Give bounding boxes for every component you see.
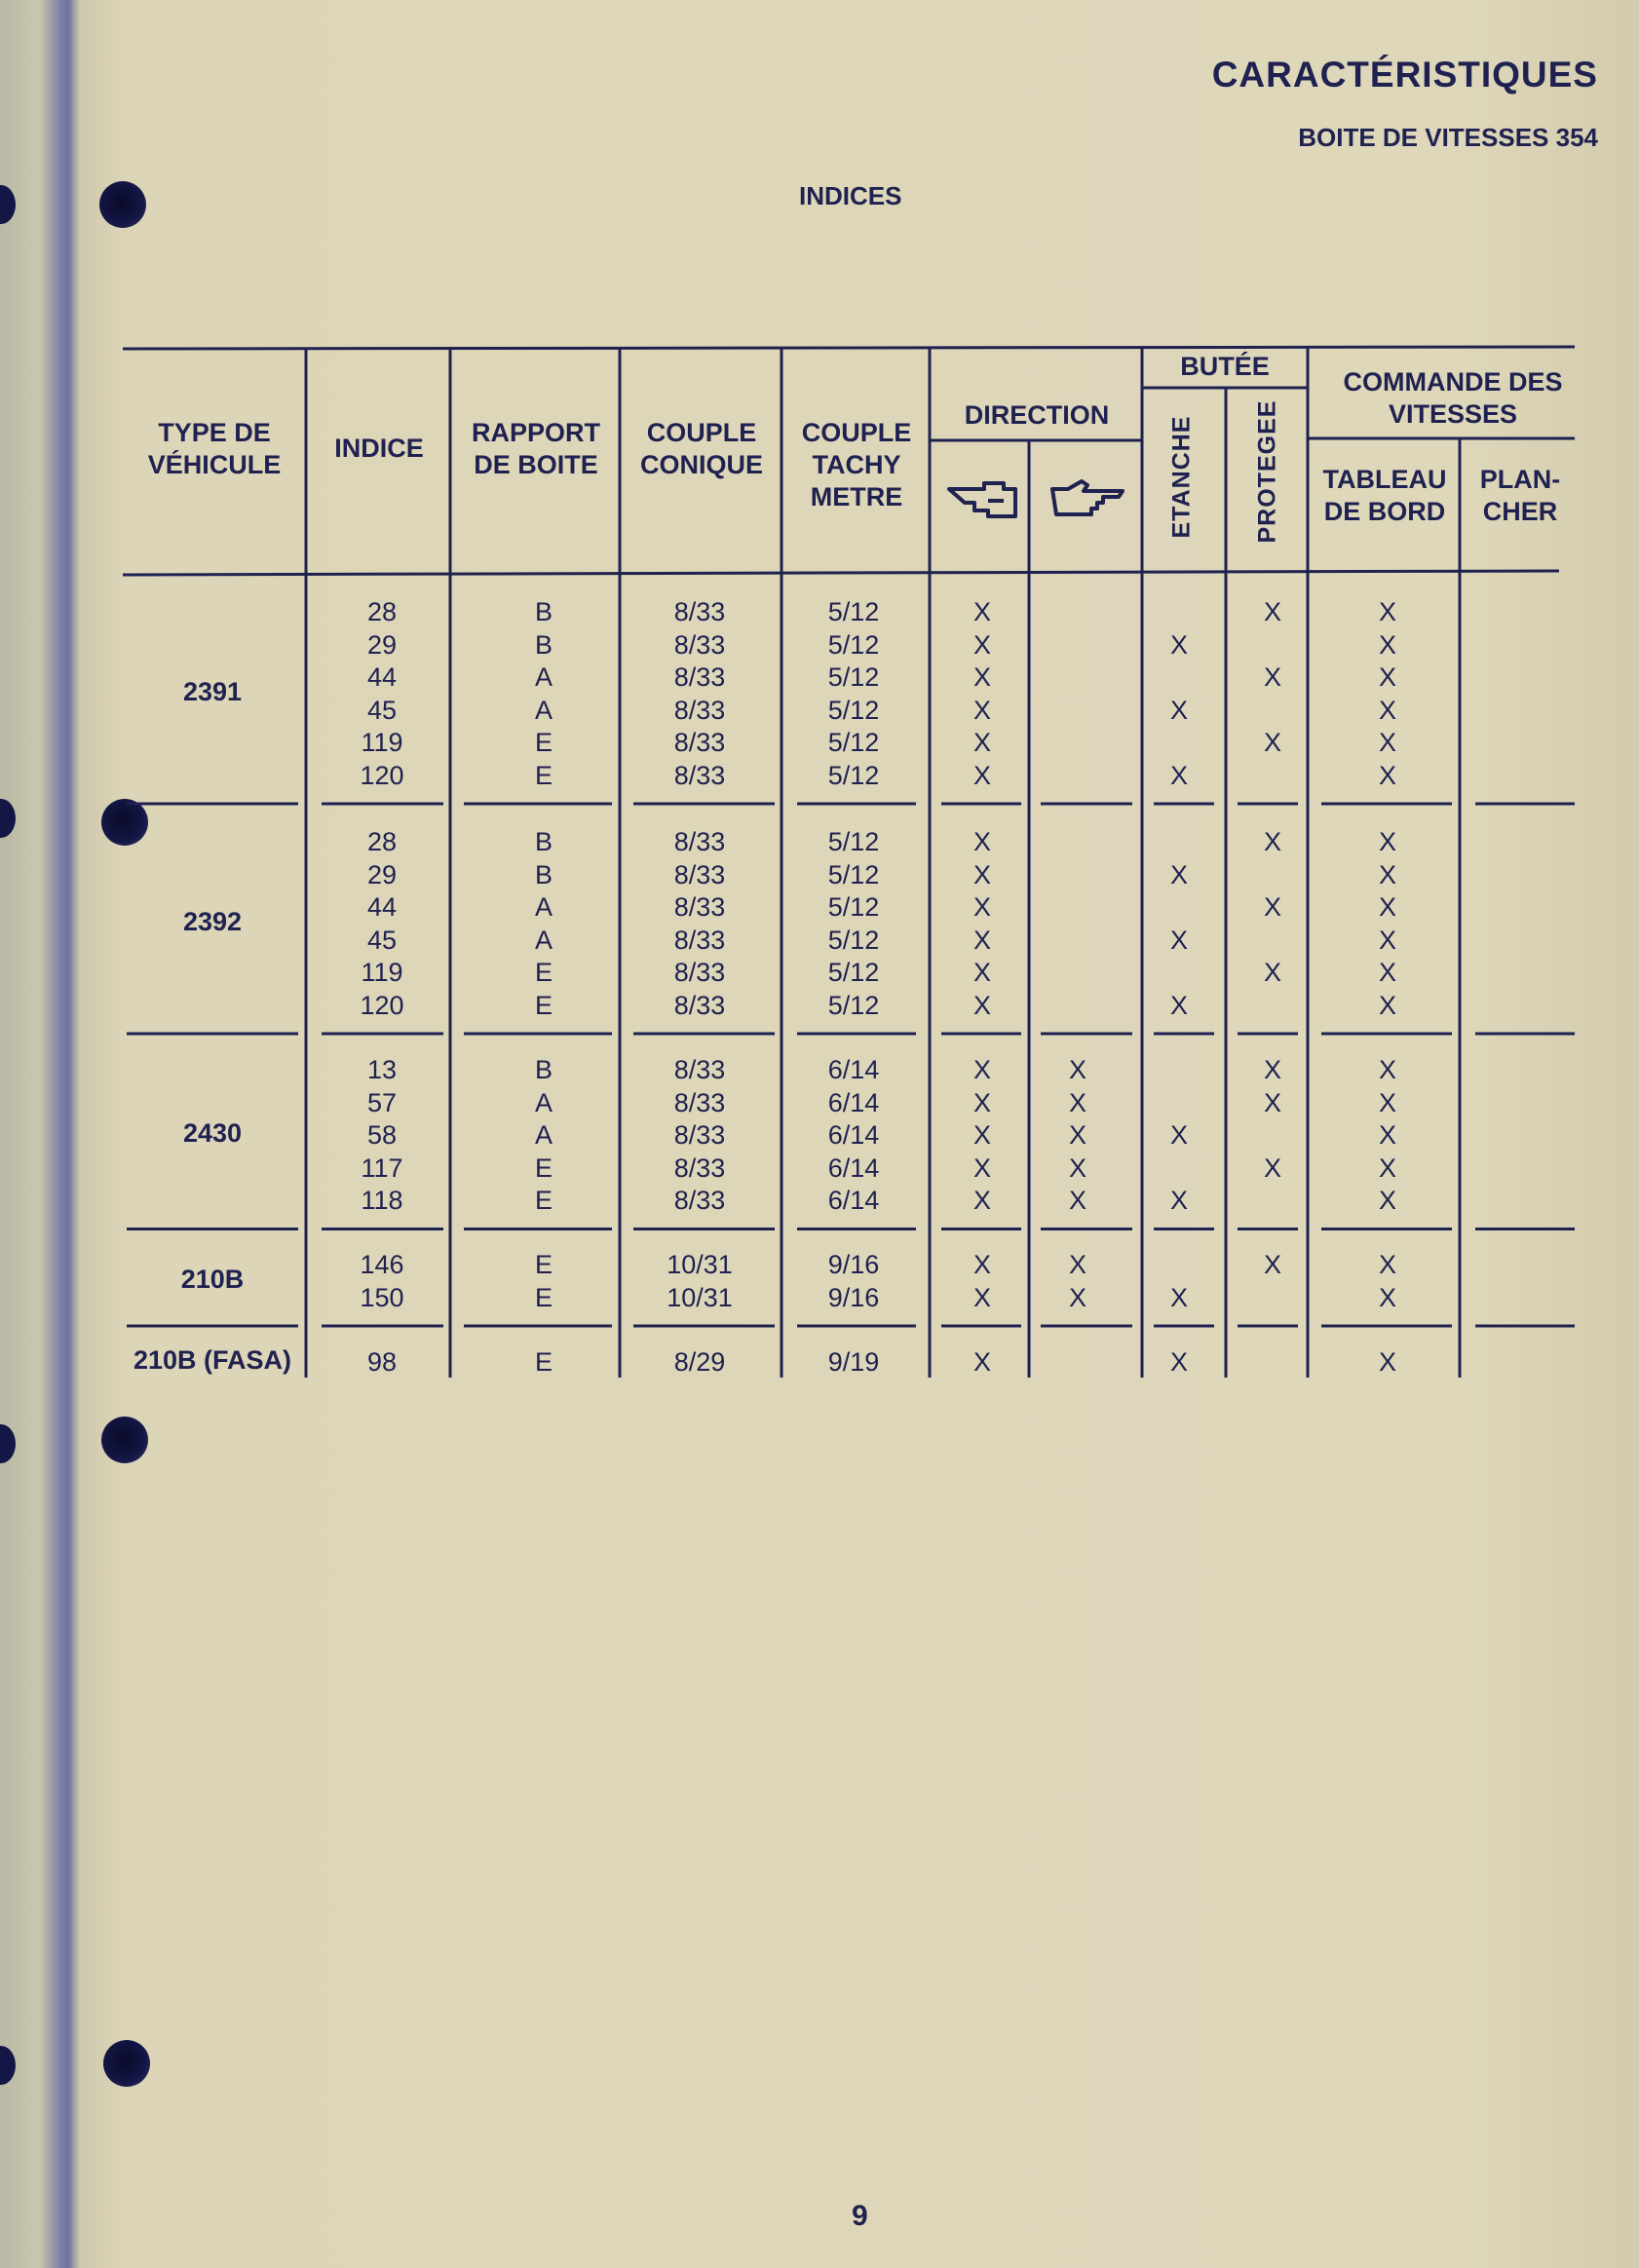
cell-dir-right: X bbox=[1068, 1120, 1086, 1150]
cell-rapport: E bbox=[534, 728, 553, 757]
cell-conique: 8/33 bbox=[673, 662, 726, 692]
cell-dir-left: X bbox=[972, 1250, 991, 1279]
cell-dir-right: X bbox=[1068, 1153, 1086, 1183]
cell-tachy: 5/12 bbox=[827, 925, 880, 955]
cell-tachy: 6/14 bbox=[827, 1186, 880, 1215]
cell-rapport: E bbox=[534, 1153, 553, 1183]
cell-tachy: 6/14 bbox=[827, 1153, 880, 1183]
cell-rapport: E bbox=[534, 760, 553, 790]
cell-indice: 45 bbox=[366, 925, 398, 955]
cell-dir-left: X bbox=[972, 1153, 991, 1183]
cell-dir-left: X bbox=[972, 1120, 991, 1150]
cell-rapport: A bbox=[534, 662, 553, 692]
cell-dir-left: X bbox=[972, 859, 991, 889]
cell-rapport: B bbox=[534, 1055, 553, 1084]
cell-conique: 8/33 bbox=[673, 827, 726, 856]
cell-tableau: X bbox=[1378, 1347, 1396, 1377]
cell-dir-left: X bbox=[972, 990, 991, 1020]
cell-tachy: 5/12 bbox=[827, 827, 880, 856]
cell-dir-left: X bbox=[972, 597, 991, 626]
cell-protegee: X bbox=[1263, 1087, 1281, 1117]
cell-conique: 10/31 bbox=[667, 1250, 733, 1279]
cell-tableau: X bbox=[1378, 958, 1396, 987]
cell-etanche: X bbox=[1169, 695, 1188, 725]
header-butee: BUTÉE bbox=[1180, 352, 1270, 381]
page-title: CARACTÉRISTIQUES bbox=[1211, 55, 1598, 94]
cell-indice: 44 bbox=[366, 892, 398, 922]
cell-rapport: E bbox=[534, 990, 553, 1020]
cell-tachy: 5/12 bbox=[827, 892, 880, 922]
cell-dir-left: X bbox=[972, 1055, 991, 1084]
cell-etanche: X bbox=[1169, 859, 1188, 889]
cell-protegee: X bbox=[1263, 1153, 1281, 1183]
cell-dir-right: X bbox=[1068, 1186, 1086, 1215]
cell-conique: 8/33 bbox=[673, 1153, 726, 1183]
cell-dir-left: X bbox=[972, 1087, 991, 1117]
cell-conique: 8/33 bbox=[673, 925, 726, 955]
cell-tachy: 5/12 bbox=[827, 597, 880, 626]
header-commande-vitesses: COMMANDE DES VITESSES bbox=[1343, 367, 1563, 429]
cell-rapport: B bbox=[534, 629, 553, 660]
cell-indice: 98 bbox=[366, 1347, 398, 1377]
cell-conique: 8/33 bbox=[673, 629, 726, 660]
cell-tachy: 5/12 bbox=[827, 958, 880, 987]
cell-indice: 28 bbox=[366, 597, 398, 626]
cell-conique: 8/33 bbox=[673, 695, 726, 725]
cell-indice: 118 bbox=[361, 1186, 403, 1215]
cell-rapport: A bbox=[534, 1087, 553, 1117]
cell-tableau: X bbox=[1378, 925, 1396, 955]
cell-rapport: E bbox=[534, 958, 553, 987]
cell-indice: 119 bbox=[361, 728, 403, 757]
cell-indice: 150 bbox=[360, 1282, 404, 1312]
cell-dir-right: X bbox=[1068, 1250, 1086, 1279]
cell-rapport: E bbox=[534, 1250, 553, 1279]
cell-protegee: X bbox=[1263, 827, 1281, 856]
cell-dir-right: X bbox=[1068, 1055, 1086, 1084]
cell-tableau: X bbox=[1378, 1055, 1396, 1084]
cell-indice: 44 bbox=[366, 662, 398, 692]
cell-rapport: E bbox=[534, 1282, 553, 1312]
cell-dir-left: X bbox=[972, 695, 991, 725]
hand-pointing-left-icon bbox=[945, 475, 1019, 522]
cell-dir-left: X bbox=[972, 827, 991, 856]
cell-tableau: X bbox=[1378, 597, 1396, 626]
page-subtitle: BOITE DE VITESSES 354 bbox=[1298, 123, 1598, 152]
header-plancher: PLAN- CHER bbox=[1479, 465, 1561, 526]
vehicle-type: 210B (FASA) bbox=[133, 1344, 292, 1375]
cell-tachy: 5/12 bbox=[827, 728, 880, 757]
cell-indice: 28 bbox=[366, 827, 398, 856]
cell-tableau: X bbox=[1378, 662, 1396, 692]
cell-etanche: X bbox=[1169, 1186, 1188, 1215]
cell-indice: 45 bbox=[366, 695, 398, 725]
cell-indice: 57 bbox=[366, 1087, 398, 1117]
cell-rapport: B bbox=[534, 859, 553, 889]
cell-etanche: X bbox=[1169, 1120, 1188, 1150]
header-etanche: ETANCHE bbox=[1167, 415, 1196, 539]
cell-indice: 120 bbox=[360, 990, 404, 1020]
cell-indice: 146 bbox=[360, 1250, 404, 1279]
cell-etanche: X bbox=[1169, 760, 1188, 790]
cell-dir-left: X bbox=[972, 1347, 991, 1377]
cell-tableau: X bbox=[1378, 827, 1396, 856]
cell-dir-left: X bbox=[972, 1282, 991, 1312]
cell-rapport: A bbox=[534, 925, 553, 955]
cell-etanche: X bbox=[1169, 1347, 1188, 1377]
cell-rapport: A bbox=[534, 892, 553, 922]
cell-indice: 119 bbox=[361, 958, 403, 987]
vehicle-type: 2430 bbox=[182, 1117, 243, 1148]
cell-conique: 8/33 bbox=[673, 1120, 726, 1150]
cell-indice: 29 bbox=[366, 859, 398, 889]
cell-rapport: A bbox=[534, 1120, 553, 1150]
cell-dir-left: X bbox=[972, 1186, 991, 1215]
cell-rapport: B bbox=[534, 827, 553, 856]
cell-conique: 8/33 bbox=[673, 859, 726, 889]
cell-indice: 29 bbox=[366, 629, 398, 660]
cell-protegee: X bbox=[1263, 662, 1281, 692]
cell-tableau: X bbox=[1378, 990, 1396, 1020]
vehicle-type: 210B bbox=[180, 1264, 245, 1294]
header-protegee: PROTEGEE bbox=[1253, 399, 1281, 544]
cell-tableau: X bbox=[1378, 1120, 1396, 1150]
cell-tableau: X bbox=[1378, 760, 1396, 790]
header-tableau-de-bord: TABLEAU DE BORD bbox=[1322, 465, 1447, 526]
cell-etanche: X bbox=[1169, 990, 1188, 1020]
cell-etanche: X bbox=[1169, 629, 1188, 660]
cell-tableau: X bbox=[1378, 892, 1396, 922]
cell-conique: 8/33 bbox=[673, 1186, 726, 1215]
cell-protegee: X bbox=[1263, 728, 1281, 757]
cell-dir-left: X bbox=[972, 662, 991, 692]
header-indice: INDICE bbox=[334, 434, 424, 463]
cell-tableau: X bbox=[1378, 728, 1396, 757]
cell-conique: 8/33 bbox=[673, 1055, 726, 1084]
page-number: 9 bbox=[852, 2200, 868, 2232]
cell-protegee: X bbox=[1263, 892, 1281, 922]
cell-indice: 58 bbox=[366, 1120, 398, 1150]
hand-pointing-right-icon bbox=[1048, 475, 1126, 522]
cell-tableau: X bbox=[1378, 1282, 1396, 1312]
cell-protegee: X bbox=[1263, 1250, 1281, 1279]
cell-indice: 13 bbox=[366, 1055, 398, 1084]
cell-tachy: 9/16 bbox=[827, 1250, 880, 1279]
cell-protegee: X bbox=[1263, 597, 1281, 626]
cell-dir-left: X bbox=[972, 925, 991, 955]
cell-dir-left: X bbox=[972, 892, 991, 922]
cell-rapport: E bbox=[534, 1186, 553, 1215]
header-couple-conique: COUPLE CONIQUE bbox=[639, 418, 763, 479]
cell-tachy: 5/12 bbox=[827, 695, 880, 725]
cell-tableau: X bbox=[1378, 859, 1396, 889]
cell-dir-left: X bbox=[972, 728, 991, 757]
cell-conique: 8/33 bbox=[673, 892, 726, 922]
cell-etanche: X bbox=[1169, 1282, 1188, 1312]
cell-conique: 8/29 bbox=[673, 1347, 726, 1377]
cell-conique: 8/33 bbox=[673, 760, 726, 790]
cell-conique: 8/33 bbox=[673, 597, 726, 626]
cell-dir-left: X bbox=[972, 629, 991, 660]
cell-tableau: X bbox=[1378, 1087, 1396, 1117]
cell-tachy: 5/12 bbox=[827, 859, 880, 889]
cell-dir-right: X bbox=[1068, 1087, 1086, 1117]
cell-indice: 117 bbox=[361, 1153, 403, 1183]
cell-tableau: X bbox=[1378, 1250, 1396, 1279]
header-rapport-boite: RAPPORT DE BOITE bbox=[471, 418, 600, 479]
cell-indice: 120 bbox=[360, 760, 404, 790]
cell-tachy: 6/14 bbox=[827, 1120, 880, 1150]
cell-tachy: 5/12 bbox=[827, 662, 880, 692]
cell-dir-left: X bbox=[972, 958, 991, 987]
cell-tachy: 5/12 bbox=[827, 629, 880, 660]
cell-dir-left: X bbox=[972, 760, 991, 790]
cell-conique: 10/31 bbox=[667, 1282, 733, 1312]
vehicle-type: 2392 bbox=[182, 906, 243, 936]
cell-conique: 8/33 bbox=[673, 958, 726, 987]
cell-tachy: 9/19 bbox=[827, 1347, 880, 1377]
vehicle-type: 2391 bbox=[182, 676, 243, 706]
cell-tableau: X bbox=[1378, 695, 1396, 725]
cell-conique: 8/33 bbox=[673, 1087, 726, 1117]
section-title: INDICES bbox=[799, 181, 902, 210]
cell-tableau: X bbox=[1378, 629, 1396, 660]
header-type-vehicule: TYPE DE VÉHICULE bbox=[147, 418, 282, 479]
cell-rapport: E bbox=[534, 1347, 553, 1377]
cell-protegee: X bbox=[1263, 1055, 1281, 1084]
cell-conique: 8/33 bbox=[673, 990, 726, 1020]
cell-rapport: B bbox=[534, 597, 553, 626]
cell-protegee: X bbox=[1263, 958, 1281, 987]
cell-etanche: X bbox=[1169, 925, 1188, 955]
header-couple-tachy: COUPLE TACHY METRE bbox=[801, 418, 912, 511]
cell-tableau: X bbox=[1378, 1153, 1396, 1183]
cell-dir-right: X bbox=[1068, 1282, 1086, 1312]
header-direction: DIRECTION bbox=[964, 400, 1110, 430]
cell-tableau: X bbox=[1378, 1186, 1396, 1215]
cell-tachy: 5/12 bbox=[827, 760, 880, 790]
cell-tachy: 5/12 bbox=[827, 990, 880, 1020]
cell-tachy: 6/14 bbox=[827, 1087, 880, 1117]
cell-conique: 8/33 bbox=[673, 728, 726, 757]
cell-tachy: 6/14 bbox=[827, 1055, 880, 1084]
cell-tachy: 9/16 bbox=[827, 1282, 880, 1312]
cell-rapport: A bbox=[534, 695, 553, 725]
